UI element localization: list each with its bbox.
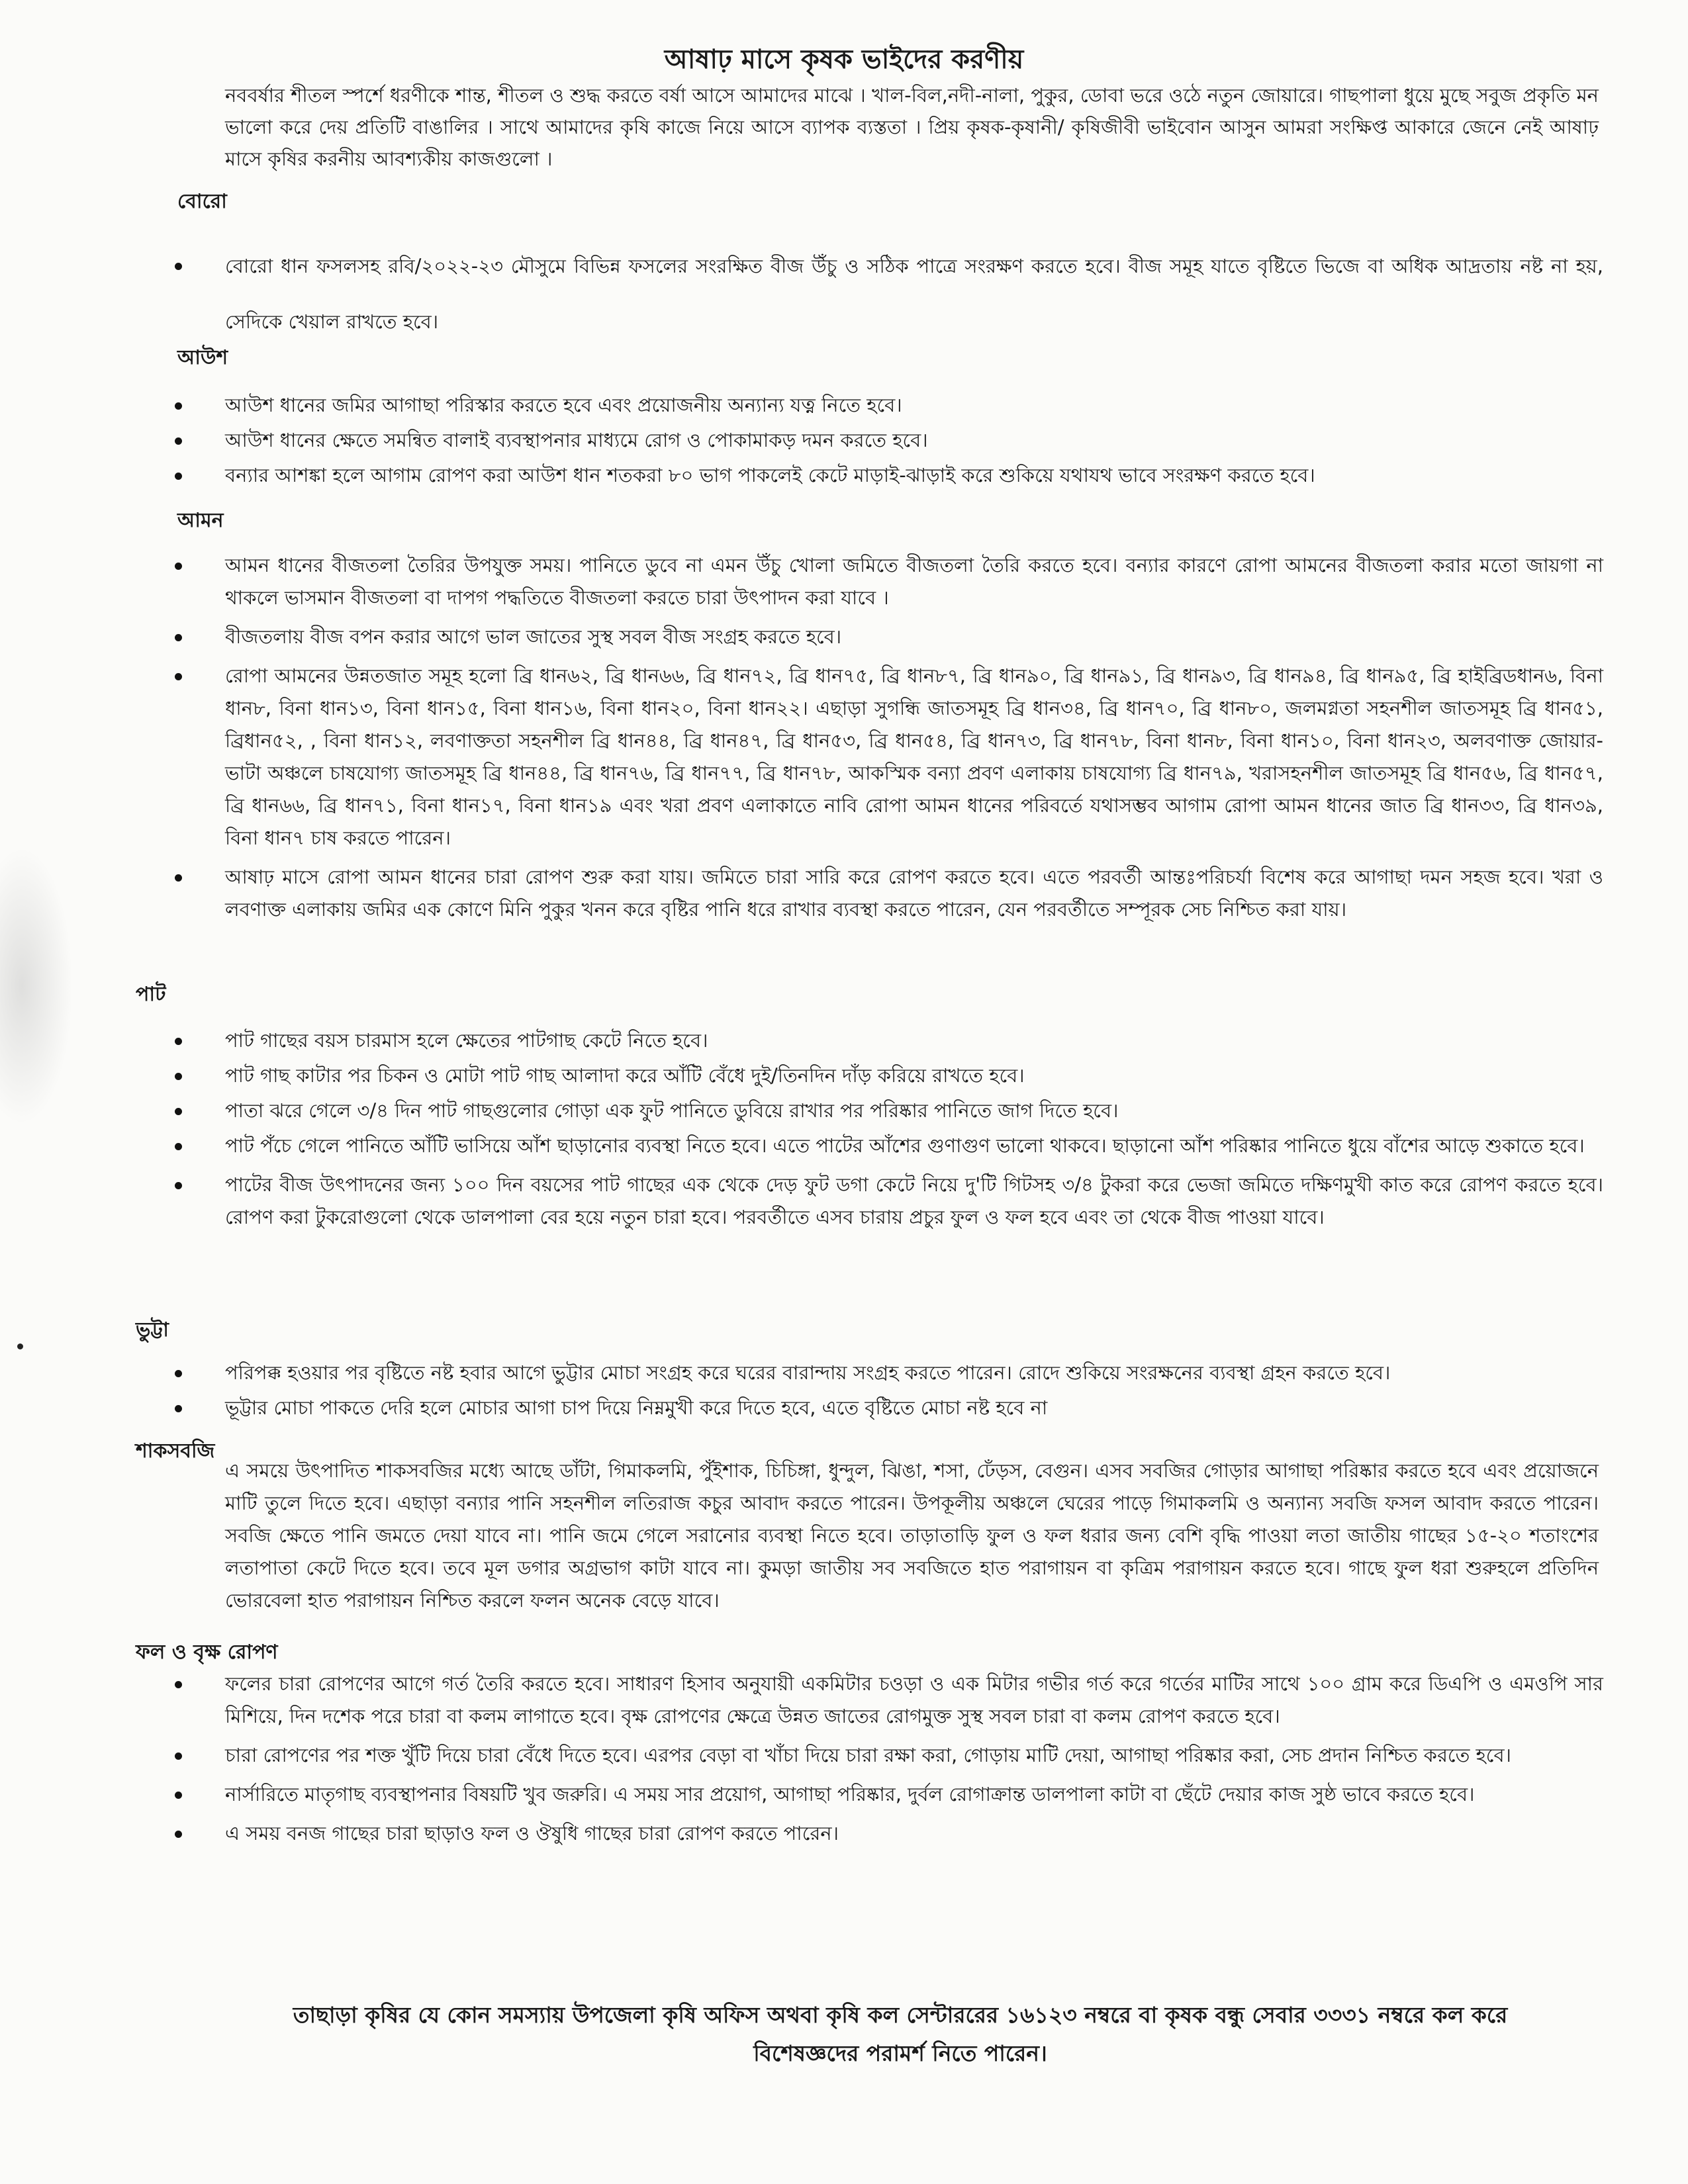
bullet-icon [175,563,182,570]
list-item-text: পাতা ঝরে গেলে ৩/৪ দিন পাট গাছগুলোর গোড়া এক ফুট পানিতে ডুবিয়ে রাখার পর পরিষ্কার পানিতে জাগ দিতে হবে। [225,1099,1119,1122]
bullet-icon [175,673,182,680]
footer-line-2: বিশেষজ্ঞদের পরামর্শ নিতে পারেন। [753,2040,1047,2066]
aman-list [173,549,1603,933]
list-item-text: আমন ধানের বীজতলা তৈরির উপযুক্ত সময়। পানিতে ডুবে না এমন উঁচু খোলা জমিতে বীজতলা তৈরি করতে হবে। বন্যার কারণে রোপা আমনের বীজতলা করার মতো জায়গা না থাকলে ভাসমান বীজতলা বা দাপগ পদ্ধতিতে বীজতলা করতে চারা উৎপাদন করা যাবে । [225,554,1603,609]
list-item-text: পাটের বীজ উৎপাদনের জন্য ১০০ দিন বয়সের পাট গাছের এক থেকে দেড় ফুট ডগা কেটে নিয়ে দু'টি গিটসহ ৩/৪ টুকরা করে ভেজা জমিতে দক্ষিণমুখী কাত করে রোপণ করতে হবে। রোপণ করা টুকরোগুলো থেকে ডালপালা বের হয়ে নতুন চারা হবে। পরবর্তীতে এসব চারায় প্রচুর ফুল ও ফল হবে এবং তা থেকে বীজ পাওয়া যাবে। [225,1173,1603,1228]
bullet-icon [175,1143,182,1150]
list-item [173,1778,1603,1811]
list-item-text: বীজতলায় বীজ বপন করার আগে ভাল জাতের সুস্থ সবল বীজ সংগ্রহ করতে হবে। [225,625,842,648]
list-item-text: ভূট্টার মোচা পাকতে দেরি হলে মোচার আগা চাপ দিয়ে নিম্নমুখী করে দিতে হবে, এতে বৃষ্টিতে মোচা নষ্ট হবে না [225,1396,1048,1419]
jute-list [173,1024,1603,1240]
list-item-text: নার্সারিতে মাতৃগাছ ব্যবস্থাপনার বিষয়টি খুব জরুরি। এ সময় সার প্রয়োগ, আগাছা পরিষ্কার, দুর্বল রোগাক্রান্ত ডালপালা কাটা বা ছেঁটে দেয়ার কাজ সুষ্ঠ ভাবে করতে হবে। [225,1783,1475,1805]
list-item [173,1024,1603,1057]
footer-note [225,1996,1575,2073]
section-heading-fruit: ফল ও বৃক্ষ রোপণ [136,1641,278,1664]
section-heading-aman: আমন [177,509,224,532]
list-item-text: পাট গাছ কাটার পর চিকন ও মোটা পাট গাছ আলাদা করে আঁটি বেঁধে দুই/তিনদিন দাঁড় করিয়ে রাখতে হবে। [225,1064,1025,1087]
list-item [173,1392,1603,1424]
bullet-icon [175,402,182,410]
bullet-icon [175,1405,182,1412]
list-item-text: পরিপক্ক হওয়ার পর বৃষ্টিতে নষ্ট হবার আগে ভুট্টার মোচা সংগ্রহ করে ঘরের বারান্দায় সংগ্রহ করতে পারেন। রোদে শুকিয়ে সংরক্ষনের ব্যবস্থা গ্রহন করতে হবে। [225,1361,1391,1384]
list-item-text: এ সময় বনজ গাছের চারা ছাড়াও ফল ও ঔষুধি গাছের চারা রোপণ করতে পারেন। [225,1822,839,1844]
bullet-icon [175,1182,182,1189]
list-item [173,424,1603,457]
intro-paragraph: নববর্ষার শীতল স্পর্শে ধরণীকে শান্ত, শীতল ও শুদ্ধ করতে বর্ষা আসে আমাদের মাঝে । খাল-বিল,নদী-নালা, পুকুর, ডোবা ভরে ওঠে নতুন জোয়ারে। গাছপালা ধুয়ে মুছে সবুজ প্রকৃতি মন ভালো করে দেয় প্রতিটি বাঙালির । সাথে আমাদের কৃষি কাজে নিয়ে আসে ব্যাপক ব্যস্ততা । প্রিয় কৃষক-কৃষানী/ কৃষিজীবী ভাইবোন আসুন আমরা সংক্ষিপ্ত আকারে জেনে নেই আষাঢ় মাসে কৃষির করনীয় আবশ্যকীয় কাজগুলো । [225,84,1599,170]
section-heading-maize: ভুট্টা [136,1318,169,1342]
bullet-icon [175,1831,182,1838]
list-item [173,621,1603,653]
bullet-icon [175,634,182,641]
list-item [173,459,1603,492]
list-item-text: আউশ ধানের ক্ষেতে সমন্বিত বালাই ব্যবস্থাপনার মাধ্যমে রোগ ও পোকামাকড় দমন করতে হবে। [225,429,928,451]
list-item [173,389,1603,422]
footer-line-1: তাছাড়া কৃষির যে কোন সমস্যায় উপজেলা কৃষি অফিস অথবা কৃষি কল সেন্টাররের ১৬১২৩ নম্বরে বা কৃষক বন্ধু সেবার ৩৩৩১ নম্বরে কল করে [293,2002,1508,2028]
scan-speck [17,1343,23,1349]
bullet-icon [175,874,182,882]
bullet-icon [175,1073,182,1080]
list-item [173,1357,1603,1389]
bullet-icon [175,263,182,270]
section-heading-aus: আউশ [177,346,228,369]
list-item [173,1817,1603,1850]
list-item-text: রোপা আমনের উন্নতজাত সমূহ হলো ব্রি ধান৬২, ব্রি ধান৬৬, ব্রি ধান৭২, ব্রি ধান৭৫, ব্রি ধান৮৭, ব্রি ধান৯০, ব্রি ধান৯১, ব্রি ধান৯৩, ব্রি ধান৯৪, ব্রি ধান৯৫, ব্রি হাইব্রিডধান৬, বিনা ধান৮, বিনা ধান১৩, বিনা ধান১৫, বিনা ধান১৬, বিনা ধান২০, বিনা ধান২২। এছাড়া সুগন্ধি জাতসমূহ ব্রি ধান৩৪, ব্রি ধান৭০, ব্রি ধান৮০, জলমগ্নতা সহনশীল জাতসমূহ ব্রি ধান৫১, ব্রিধান৫২, , বিনা ধান১২, লবণাক্ততা সহনশীল ব্রি ধান৪৪, ব্রি ধান৪৭, ব্রি ধান৫৩, ব্রি ধান৫৪, ব্রি ধান৭৩, ব্রি ধান৭৮, বিনা ধান৮, বিনা ধান১০, বিনা ধান২৩, অলবণাক্ত জোয়ার-ভাটা অঞ্চলে চাষযোগ্য জাতসমূহ ব্রি ধান৪৪, ব্রি ধান৭৬, ব্রি ধান৭৭, ব্রি ধান৭৮, আকস্মিক বন্যা প্রবণ এলাকায় চাষযোগ্য ব্রি ধান৭৯, খরাসহনশীল জাতসমূহ ব্রি ধান৫৬, ব্রি ধান৫৭, ব্রি ধান৬৬, ব্রি ধান৭১, বিনা ধান১৭, বিনা ধান১৯ এবং খরা প্রবণ এলাকাতে নাবি রোপা আমন ধানের পরিবর্তে যথাসম্ভব আগাম রোপা আমন ধানের জাত ব্রি ধান৩৩, ব্রি ধান৩৯, বিনা ধান৭ চাষ করতে পারেন। [225,664,1603,849]
section-heading-jute: পাট [136,983,166,1006]
list-item [173,1060,1603,1092]
list-item-text: আউশ ধানের জমির আগাছা পরিস্কার করতে হবে এবং প্রয়োজনীয় অন্যান্য যত্ন নিতে হবে। [225,394,902,416]
list-item [173,1668,1603,1733]
bullet-icon [175,1792,182,1799]
bullet-icon [175,1752,182,1760]
scan-smudge [0,847,73,1125]
bullet-icon [175,1108,182,1115]
maize-list [173,1357,1603,1427]
list-item-text: বোরো ধান ফসলসহ রবি/২০২২-২৩ মৌসুমে বিভিন্ন ফসলের সংরক্ষিত বীজ উঁচু ও সঠিক পাত্রে সংরক্ষণ করতে হবে। বীজ সমূহ যাতে বৃষ্টিতে ভিজে বা অধিক আদ্রতায় নষ্ট না হয়, সেদিকে খেয়াল রাখতে হবে। [225,255,1603,333]
document-title: আষাঢ় মাসে কৃষক ভাইদের করণীয় [664,44,1024,75]
list-item [173,1095,1603,1127]
list-item [173,660,1603,854]
list-item [173,1130,1603,1162]
list-item-text: বন্যার আশঙ্কা হলে আগাম রোপণ করা আউশ ধান শতকরা ৮০ ভাগ পাকলেই কেটে মাড়াই-ঝাড়াই করে শুকিয়ে যথাযথ ভাবে সংরক্ষণ করতে হবে। [225,464,1315,486]
list-item [173,238,1603,349]
vegetables-paragraph: এ সময়ে উৎপাদিত শাকসবজির মধ্যে আছে ডাঁটা, গিমাকলমি, পুঁইশাক, চিচিঙ্গা, ধুন্দুল, ঝিঙা, শসা, ঢেঁড়স, বেগুন। এসব সবজির গোড়ার আগাছা পরিষ্কার করতে হবে এবং প্রয়োজনে মাটি তুলে দিতে হবে। এছাড়া বন্যার পানি সহনশীল লতিরাজ কচুর আবাদ করতে পারেন। উপকূলীয় অঞ্চলে ঘেরের পাড়ে গিমাকলমি ও অন্যান্য সবজি ফসল আবাদ করতে পারেন। সবজি ক্ষেতে পানি জমতে দেয়া যাবে না। পানি জমে গেলে সরানোর ব্যবস্থা নিতে হবে। তাড়াতাড়ি ফুল ও ফল ধরার জন্য বেশি বৃদ্ধি পাওয়া লতা জাতীয় গাছের ১৫-২০ শতাংশের লতাপাতা কেটে দিতে হবে। তবে মূল ডগার অগ্রভাগ কাটা যাবে না। কুমড়া জাতীয় সব সবজিতে হাত পরাগায়ন বা কৃত্রিম পরাগায়ন করতে হবে। গাছে ফুল ধরা শুরুহলে প্রতিদিন ভোরবেলা হাত পরাগায়ন নিশ্চিত করলে ফলন অনেক বেড়ে যাবে। [225,1459,1599,1612]
fruit-list [173,1668,1603,1856]
list-item [173,1739,1603,1772]
list-item-text: পাট গাছের বয়স চারমাস হলে ক্ষেতের পাটগাছ কেটে নিতে হবে। [225,1029,708,1052]
list-item [173,549,1603,614]
list-item-text: পাট পঁচে গেলে পানিতে আঁটি ভাসিয়ে আঁশ ছাড়ানোর ব্যবস্থা নিতে হবে। এতে পাটের আঁশের গুণাগুণ ভালো থাকবে। ছাড়ানো আঁশ পরিষ্কার পানিতে ধুয়ে বাঁশের আড়ে শুকাতে হবে। [225,1134,1585,1157]
list-item-text: আষাঢ় মাসে রোপা আমন ধানের চারা রোপণ শুরু করা যায়। জমিতে চারা সারি করে রোপণ করতে হবে। এতে পরবর্তী আন্তঃপরিচর্যা বিশেষ করে আগাছা দমন সহজ হবে। খরা ও লবণাক্ত এলাকায় জমির এক কোণে মিনি পুকুর খনন করে বৃষ্টির পানি ধরে রাখার ব্যবস্থা করতে পারেন, যেন পরবর্তীতে সম্পূরক সেচ নিশ্চিত করা যায়। [225,866,1603,921]
section-heading-boro: বোরো [177,190,227,213]
list-item [173,861,1603,926]
bullet-icon [175,473,182,480]
aus-list [173,389,1603,494]
boro-list [173,238,1603,356]
bullet-icon [175,1370,182,1377]
bullet-icon [175,1681,182,1688]
list-item-text: চারা রোপণের পর শক্ত খুঁটি দিয়ে চারা বেঁধে দিতে হবে। এরপর বেড়া বা খাঁচা দিয়ে চারা রক্ষা করা, গোড়ায় মাটি দেয়া, আগাছা পরিষ্কার করা, সেচ প্রদান নিশ্চিত করতে হবে। [225,1744,1511,1766]
bullet-icon [175,437,182,445]
list-item-text: ফলের চারা রোপণের আগে গর্ত তৈরি করতে হবে। সাধারণ হিসাব অনুযায়ী একমিটার চওড়া ও এক মিটার গভীর গর্ত করে গর্তের মাটির সাথে ১০০ গ্রাম করে ডিএপি ও এমওপি সার মিশিয়ে, দিন দশেক পরে চারা বা কলম লাগাতে হবে। বৃক্ষ রোপণের ক্ষেত্রে উন্নত জাতের রোগমুক্ত সুস্থ সবল চারা বা কলম রোপণ করতে হবে। [225,1672,1603,1727]
section-heading-vegetables: শাকসবজি [136,1439,215,1463]
bullet-icon [175,1038,182,1045]
list-item [173,1169,1603,1234]
